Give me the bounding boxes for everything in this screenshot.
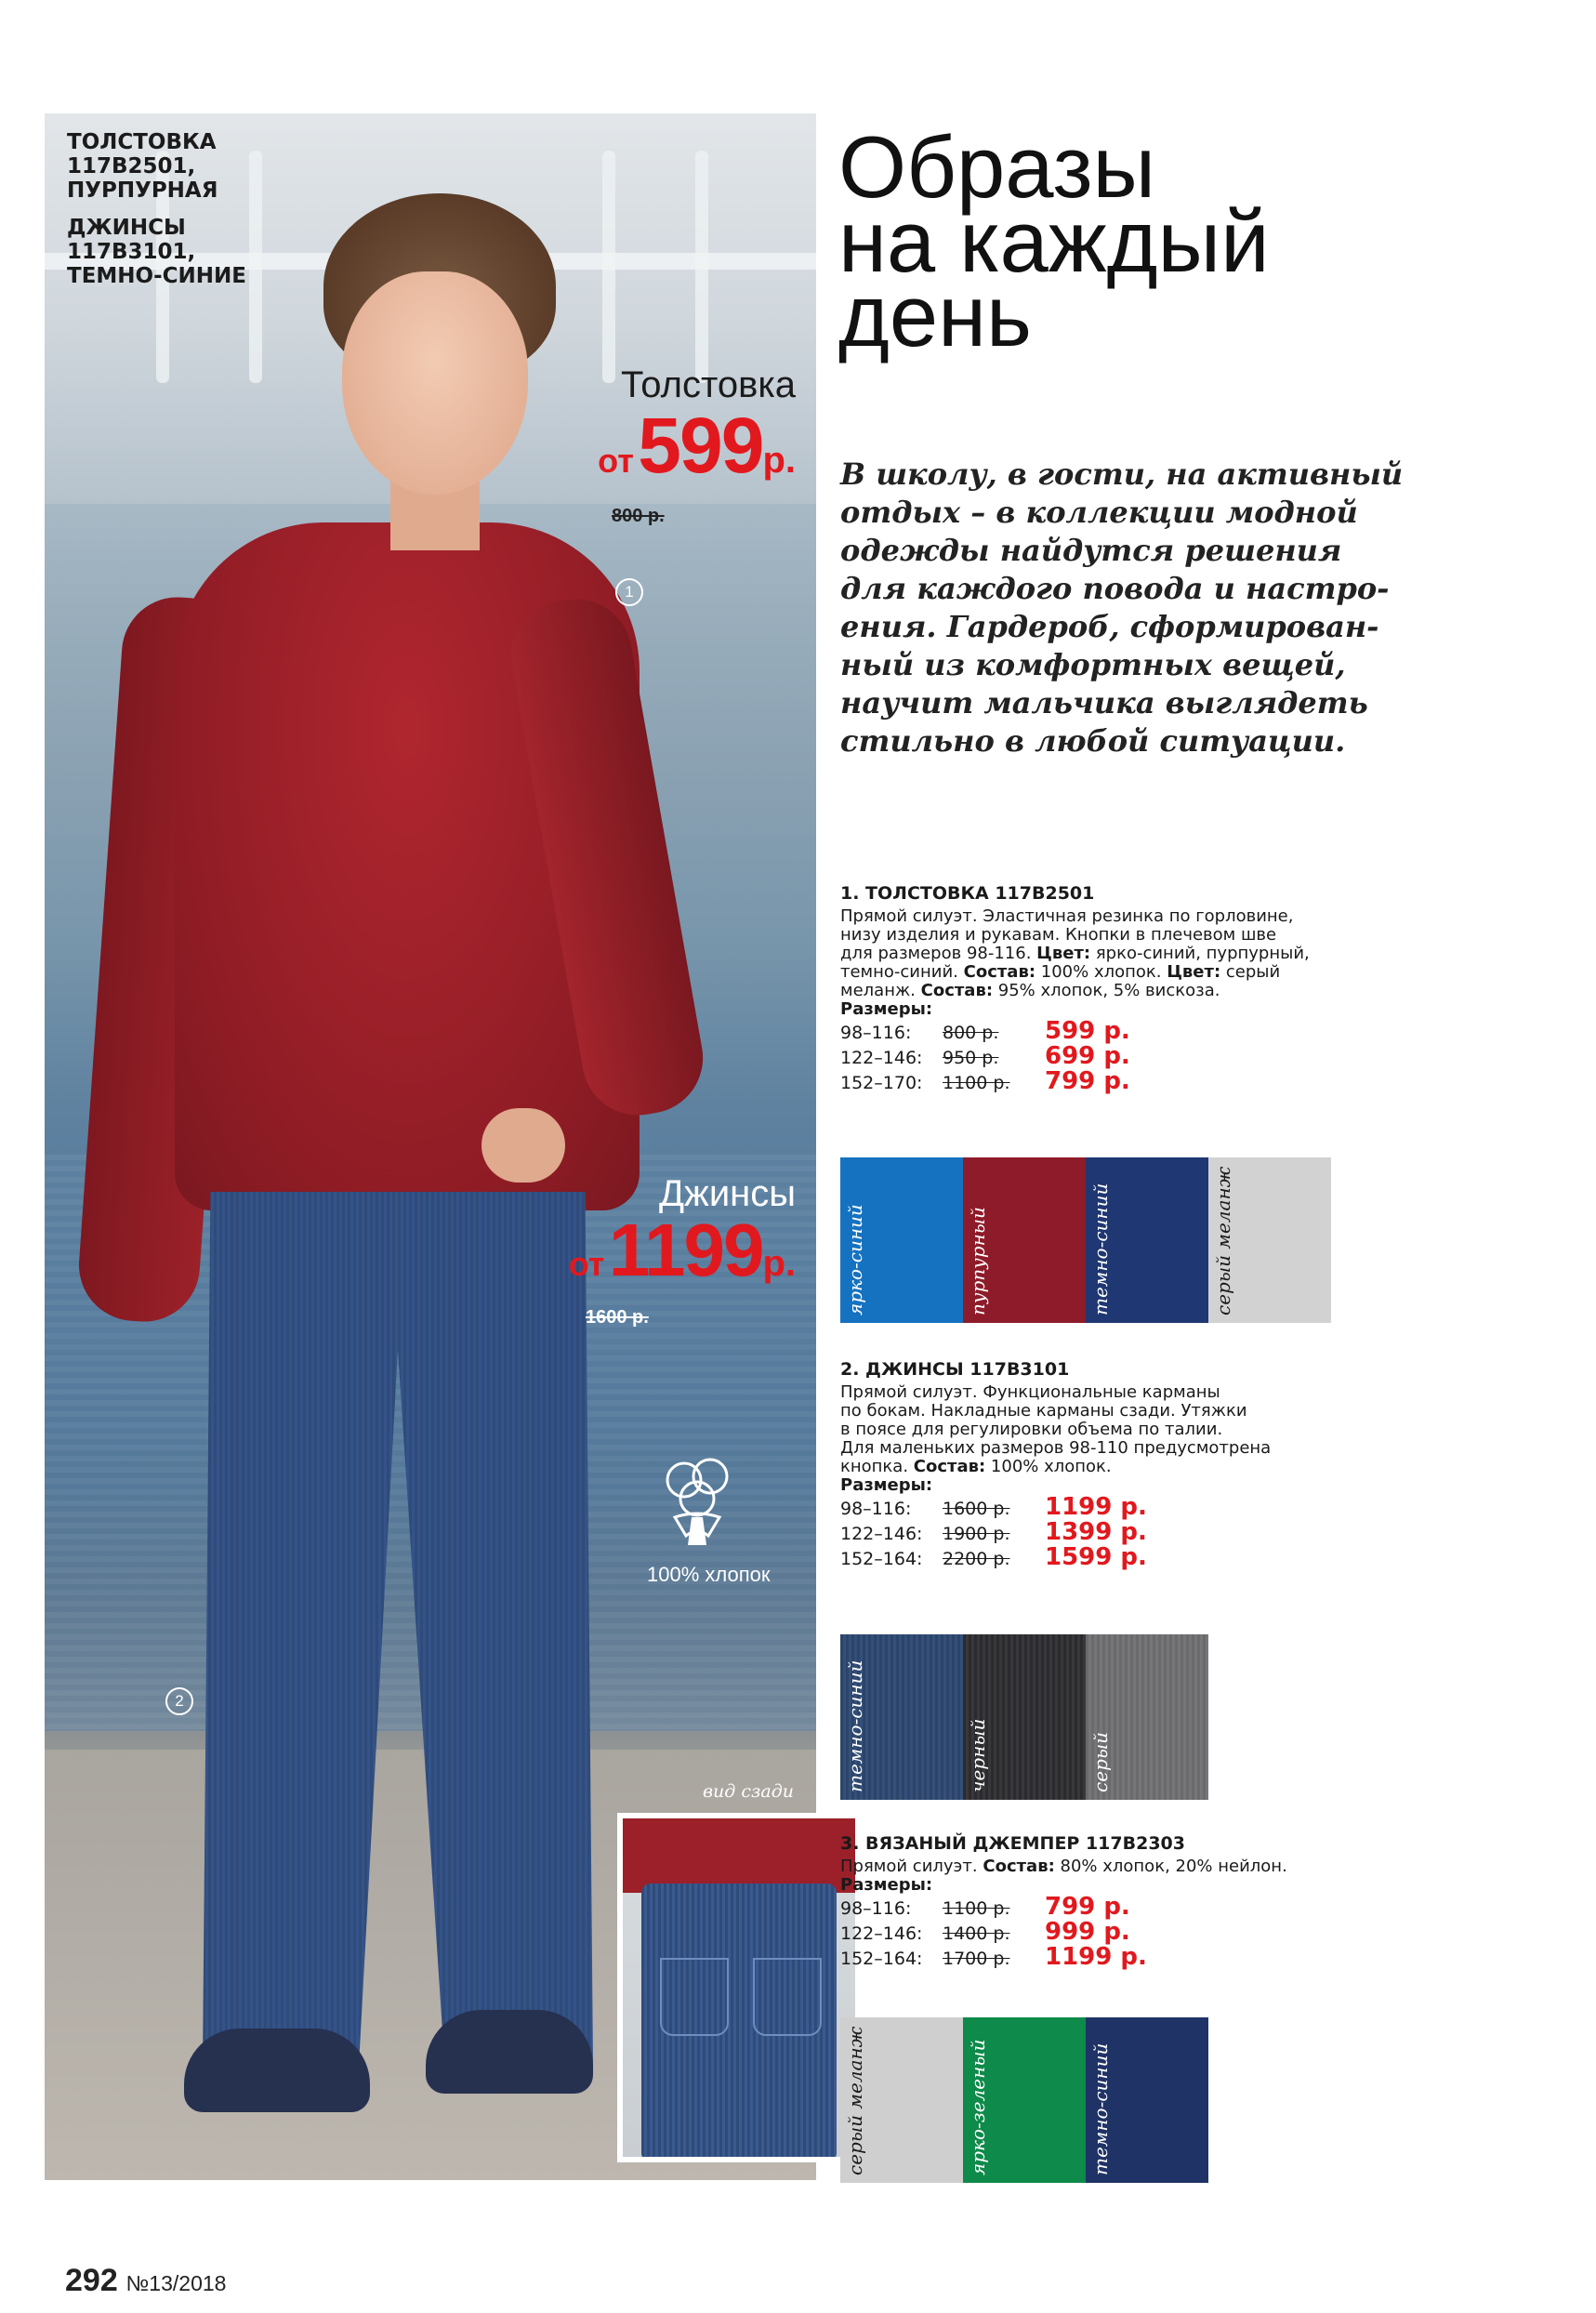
desc-line: Прямой силуэт. Функциональные карманы (840, 1382, 1220, 1402)
size-range: 98–116: (840, 1499, 912, 1519)
issue-number: №13/2018 (125, 2271, 227, 2295)
intro-line: отдых – в коллекции модной (840, 495, 1358, 530)
jeans-price: 1199 (608, 1209, 763, 1291)
product-title: 1. ТОЛСТОВКА 117В2501 (840, 883, 1095, 904)
old-price: 1100 р. (943, 1073, 1010, 1093)
page-headline (838, 118, 1270, 364)
caption-line: ДЖИНСЫ (67, 216, 186, 240)
size-row (840, 1069, 1379, 1094)
sweatshirt-old-price: 800 р. (612, 506, 665, 526)
color-swatch[interactable] (963, 1634, 1086, 1800)
old-price: 950 р. (943, 1048, 999, 1068)
desc-text: меланж. (840, 981, 921, 1000)
caption-line: ТОЛСТОВКА (67, 130, 217, 154)
intro-line: научит мальчика выглядеть (840, 685, 1368, 720)
desc-text: 95% хлопок, 5% вискоза. (993, 981, 1220, 1000)
marker-2: 2 (165, 1687, 193, 1715)
size-row (840, 1920, 1379, 1945)
color-swatches-3 (840, 2017, 1208, 2183)
cotton-badge (647, 1452, 771, 1587)
old-price: 1900 р. (943, 1524, 1010, 1544)
size-range: 152–164: (840, 1949, 923, 1969)
back-pocket (660, 1958, 729, 2036)
new-price: 1599 р. (1045, 1543, 1147, 1571)
shoe (426, 2010, 593, 2094)
caption-line: ТЕМНО-СИНИЕ (67, 264, 246, 288)
sweatshirt-back (623, 1818, 855, 1893)
size-row (840, 1895, 1379, 1920)
size-range: 122–146: (840, 1524, 923, 1544)
size-row (840, 1520, 1379, 1545)
size-range: 122–146: (840, 1923, 923, 1944)
desc-text: ярко-синий, пурпурный, (1090, 944, 1310, 963)
shoe (184, 2029, 370, 2112)
size-table (840, 1019, 1379, 1094)
size-range: 98–116: (840, 1023, 912, 1043)
page-number: 292 (65, 2263, 118, 2298)
desc-text: 100% хлопок. (1035, 962, 1167, 982)
product-1 (840, 883, 1379, 1094)
desc-text: кнопка. (840, 1457, 914, 1476)
intro-text (840, 456, 1403, 760)
headline-line: на каждый (838, 192, 1270, 290)
swatch-label: серый меланж (844, 2026, 866, 2175)
old-price: 1100 р. (943, 1898, 1010, 1919)
desc-key: Состав: (913, 1457, 986, 1476)
color-swatch[interactable] (1208, 1157, 1331, 1323)
back-view-photo (623, 1818, 855, 2157)
desc-key: Состав: (983, 1857, 1055, 1876)
desc-line (840, 1857, 1379, 1876)
product-3 (840, 1833, 1379, 1970)
swatch-label: ярко-синий (844, 1204, 866, 1315)
cotton-label: 100% хлопок (647, 1563, 771, 1586)
swatch-label: темно-синий (1089, 2042, 1112, 2175)
desc-key: Состав: (920, 981, 994, 1000)
page-footer (65, 2263, 226, 2299)
size-range: 152–164: (840, 1549, 923, 1569)
intro-line: стильно в любой ситуации. (840, 723, 1346, 759)
currency-label: р. (762, 1243, 796, 1284)
intro-line: одежды найдутся решения (840, 533, 1342, 568)
swatch-label: темно-синий (844, 1659, 866, 1792)
new-price: 1199 р. (1045, 1493, 1147, 1521)
swatch-label: серый (1089, 1731, 1112, 1792)
new-price: 1199 р. (1045, 1943, 1147, 1971)
intro-line: ный из комфортных вещей, (840, 647, 1346, 682)
desc-line: по бокам. Накладные карманы сзади. Утяжки (840, 1401, 1247, 1421)
swatch-label: темно-синий (1089, 1183, 1112, 1315)
caption-line: 117В3101, (67, 240, 196, 264)
sweatshirt-price-tag (598, 364, 796, 491)
from-label: от (568, 1245, 605, 1283)
desc-line: в поясе для регулировки объема по талии. (840, 1420, 1223, 1439)
color-swatches-1 (840, 1157, 1331, 1323)
desc-line (840, 963, 1379, 982)
old-price: 800 р. (943, 1023, 999, 1043)
old-price: 1400 р. (943, 1923, 1010, 1944)
desc-text: 100% хлопок. (985, 1457, 1112, 1476)
desc-line (840, 982, 1379, 1000)
caption-line: ПУРПУРНАЯ (67, 178, 218, 203)
desc-line: Для маленьких размеров 98-110 предусмотрена (840, 1438, 1272, 1458)
size-table (840, 1895, 1379, 1970)
size-row (840, 1044, 1379, 1069)
size-table (840, 1495, 1379, 1570)
swatch-label: серый меланж (1212, 1166, 1234, 1315)
intro-line: В школу, в гости, на активный (840, 456, 1404, 492)
old-price: 1600 р. (943, 1499, 1010, 1519)
desc-line: низу изделия и рукавам. Кнопки в плечевом шве (840, 925, 1277, 945)
new-price: 699 р. (1045, 1042, 1130, 1070)
headline-line: Образы (838, 118, 1156, 216)
jeans-label: Джинсы (658, 1173, 796, 1214)
currency-label: р. (762, 440, 796, 481)
size-range: 122–146: (840, 1048, 923, 1068)
size-row (840, 1545, 1379, 1570)
desc-key: Состав: (963, 962, 1036, 982)
jeans-price-tag (569, 1173, 796, 1293)
outfit-caption (67, 130, 246, 288)
sizes-label: Размеры: (840, 1875, 933, 1895)
color-swatch[interactable] (840, 1157, 963, 1323)
color-swatch[interactable] (1086, 1634, 1208, 1800)
jeans-old-price: 1600 р. (586, 1307, 649, 1328)
back-view-inset (617, 1813, 861, 2162)
color-swatch[interactable] (1086, 2017, 1208, 2183)
desc-line: Прямой силуэт. Эластичная резинка по горловине, (840, 906, 1294, 926)
swatch-label: ярко-зеленый (967, 2039, 989, 2175)
color-swatch[interactable] (840, 2017, 963, 2183)
desc-text: Прямой силуэт. (840, 1857, 983, 1876)
desc-text: для размеров 98-116. (840, 944, 1037, 963)
size-row (840, 1019, 1379, 1044)
sweatshirt-price: 599 (638, 402, 763, 489)
from-label: от (598, 442, 634, 480)
size-row (840, 1495, 1379, 1520)
old-price: 2200 р. (943, 1549, 1010, 1569)
back-view-label: вид сзади (703, 1781, 794, 1802)
color-swatch[interactable] (1086, 1157, 1208, 1323)
cotton-icon (656, 1452, 740, 1554)
desc-line (840, 945, 1379, 963)
desc-line (840, 1458, 1379, 1476)
back-pocket (753, 1958, 822, 2036)
product-description (840, 907, 1379, 1019)
color-swatch[interactable] (963, 1157, 1086, 1323)
product-title: 2. ДЖИНСЫ 117В3101 (840, 1359, 1070, 1380)
new-price: 999 р. (1045, 1918, 1130, 1946)
size-range: 98–116: (840, 1898, 912, 1919)
swatch-label: черный (967, 1718, 989, 1792)
new-price: 599 р. (1045, 1017, 1130, 1045)
old-price: 1700 р. (943, 1949, 1010, 1969)
new-price: 1399 р. (1045, 1518, 1147, 1546)
desc-key: Цвет: (1167, 962, 1221, 982)
sizes-label: Размеры: (840, 999, 933, 1019)
desc-text: 80% хлопок, 20% нейлон. (1054, 1857, 1287, 1876)
product-description (840, 1857, 1379, 1895)
sweatshirt-label: Толстовка (620, 364, 796, 405)
size-row (840, 1945, 1379, 1970)
color-swatches-2 (840, 1634, 1208, 1800)
product-title: 3. ВЯЗАНЫЙ ДЖЕМПЕР 117В2303 (840, 1833, 1185, 1854)
intro-line: для каждого повода и настро- (840, 571, 1390, 606)
model-face (342, 271, 528, 495)
model-hand (481, 1108, 565, 1183)
caption-line: 117В2501, (67, 154, 196, 178)
desc-key: Цвет: (1036, 944, 1091, 963)
desc-text: темно-синий. (840, 962, 964, 982)
new-price: 799 р. (1045, 1067, 1130, 1095)
desc-text: серый (1220, 962, 1281, 982)
product-description (840, 1383, 1379, 1495)
size-range: 152–170: (840, 1073, 923, 1093)
sizes-label: Размеры: (840, 1475, 933, 1495)
new-price: 799 р. (1045, 1893, 1130, 1921)
swatch-label: пурпурный (967, 1207, 989, 1315)
marker-1: 1 (615, 578, 643, 606)
headline-line: день (838, 267, 1033, 364)
intro-line: ения. Гардероб, сформирован- (840, 609, 1379, 644)
color-swatch[interactable] (963, 2017, 1086, 2183)
product-2 (840, 1359, 1379, 1570)
color-swatch[interactable] (840, 1634, 963, 1800)
